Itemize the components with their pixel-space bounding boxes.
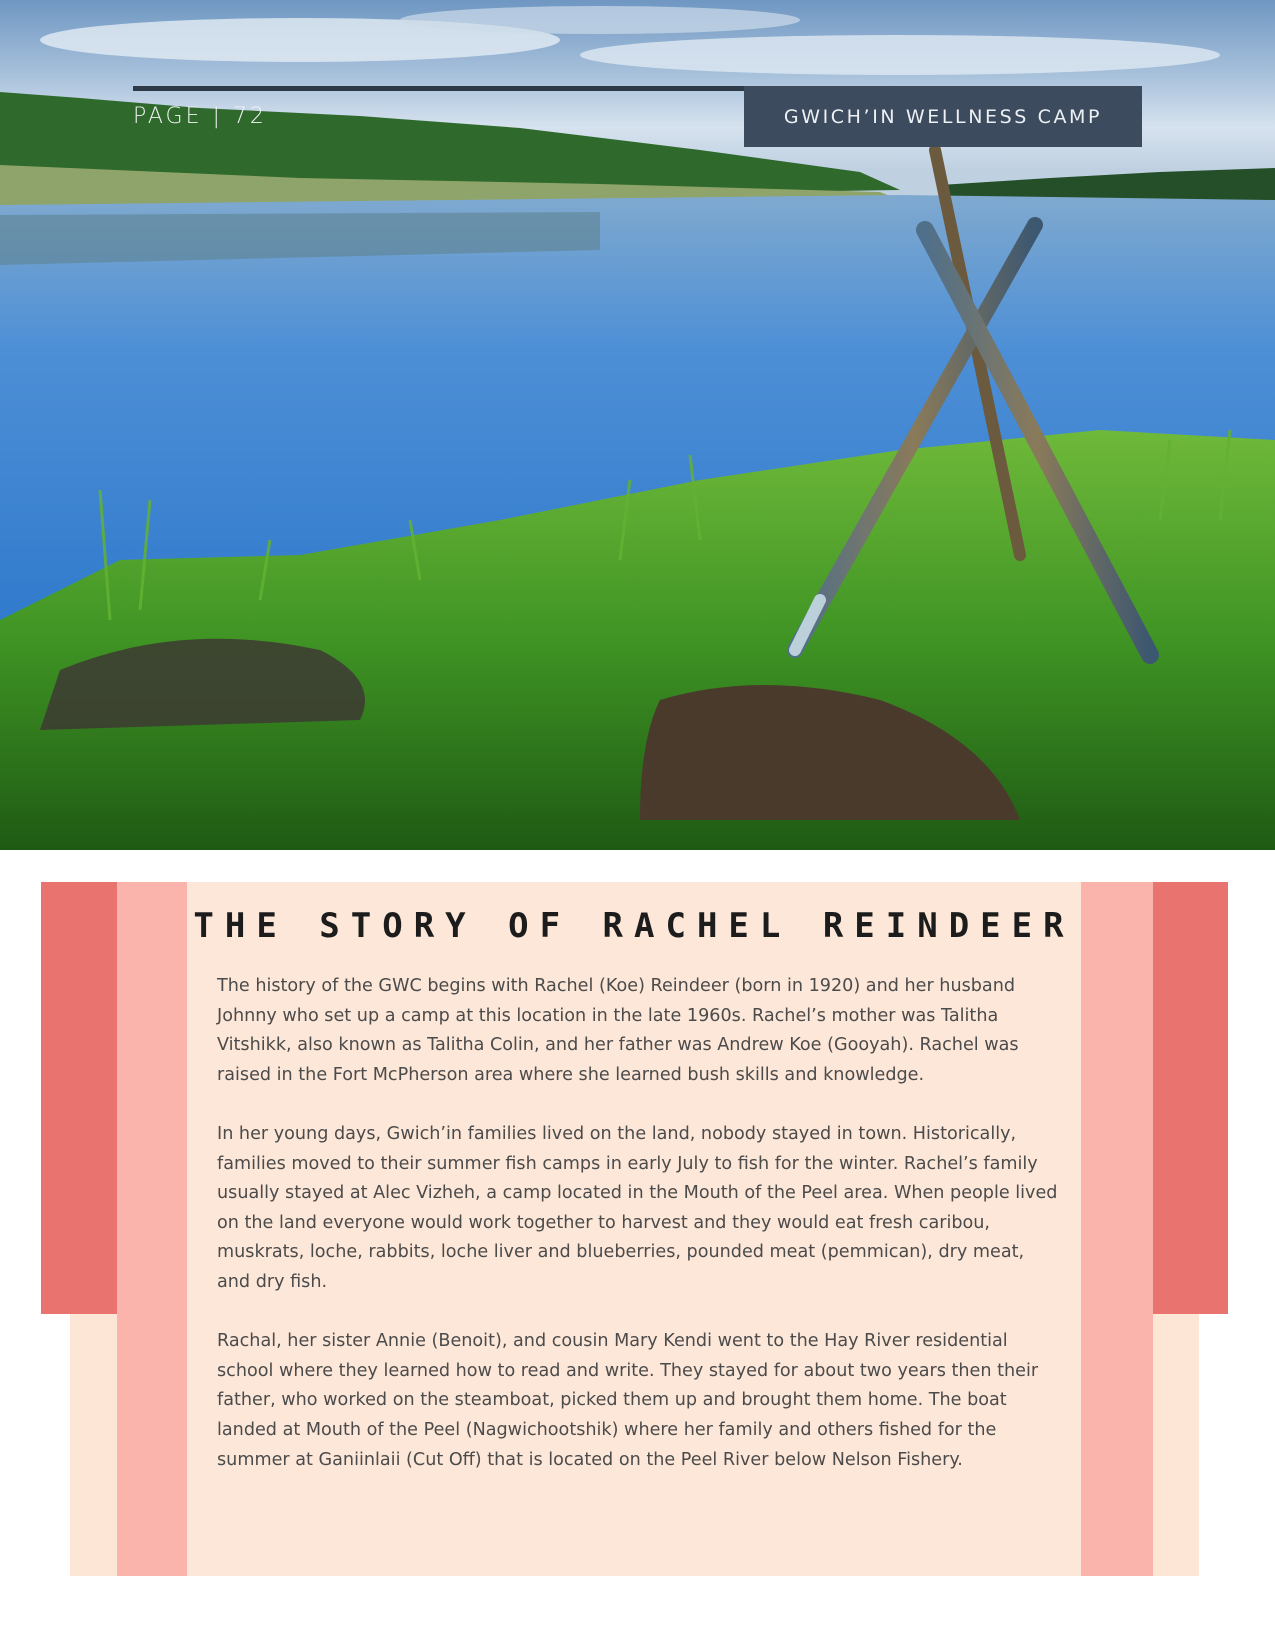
page-number: PAGE | 72 (133, 104, 267, 129)
decor-band-cream-right (1151, 1314, 1199, 1576)
section-title-badge (744, 86, 1142, 147)
story-body (217, 972, 1059, 1505)
decor-band-red-right (1152, 882, 1228, 1314)
story-paragraph: The history of the GWC begins with Rachel (Koe) Reindeer (born in 1920) and her husband Johnny who set up a camp at this location in the late 1960s. Rachel’s mother was Talitha Vitshikk, also known as Talitha Colin, and her father was Andrew Koe (Gooyah). Rachel was raised in the Fort McPherson area where she learned bush skills and knowledge. (217, 976, 1019, 1085)
story-paragraph: Rachal, her sister Annie (Benoit), and cousin Mary Kendi went to the Hay River residential school where they learned how to read and write. They stayed for about two years then their father, who worked on the steamboat, picked them up and brought them home. The boat landed at Mouth of the Peel (Nagwichootshik) where her family and others fished for the summer at Ganiinlaii (Cut Off) that is located on the Peel River below Nelson Fishery. (217, 1331, 1039, 1470)
story-paragraph: In her young days, Gwich’in families lived on the land, nobody stayed in town. Historically, families moved to their summer fish camps in early July to fish for the winter. Rachel’s family usually stayed at Alec Vizheh, a camp located in the Mouth of the Peel area. When people lived on the land everyone would work together to harvest and they would eat fresh caribou, muskrats, loche, rabbits, loche liver and blueberries, pounded meat (pemmican), dry meat, and dry fish. (217, 1123, 1058, 1292)
decor-band-pink-right (1081, 882, 1153, 1576)
decor-band-cream-left (70, 1314, 118, 1576)
decor-band-pink-left (117, 882, 187, 1576)
story-title: THE STORY OF RACHEL REINDEER (193, 906, 1075, 946)
section-title: GWICH’IN WELLNESS CAMP (783, 105, 1103, 128)
decor-band-red-left (41, 882, 117, 1314)
